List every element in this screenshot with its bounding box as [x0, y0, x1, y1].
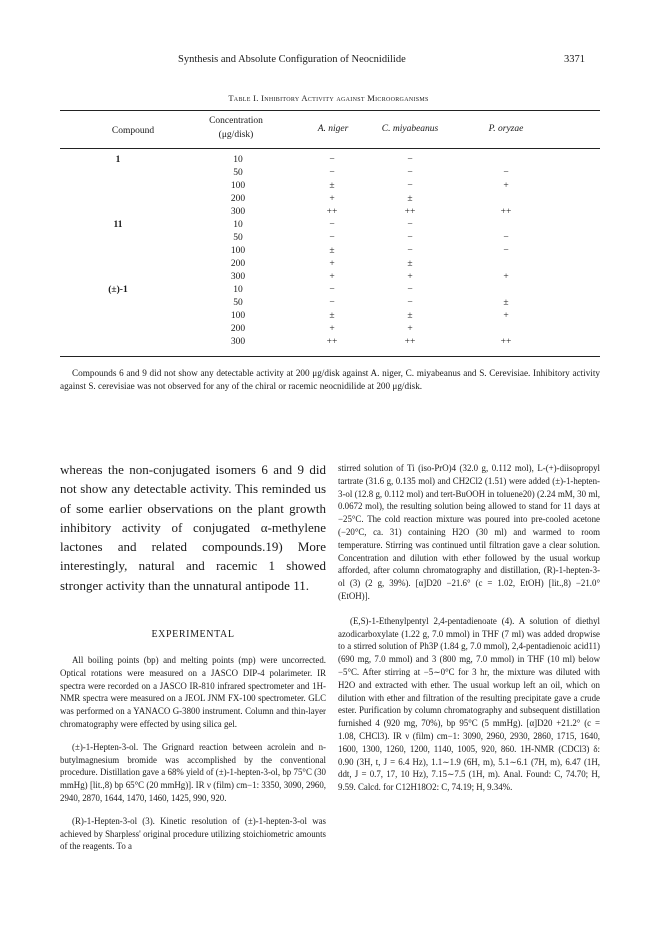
cell-compound: 11 [113, 220, 123, 230]
page-number: 3371 [564, 54, 585, 65]
col-header-p-oryzae: P. oryzae [488, 124, 524, 134]
cell-p-oryzae: + [503, 311, 509, 321]
cell-a-niger: − [329, 298, 335, 308]
cell-c-miyabeanus: − [407, 155, 413, 165]
cell-p-oryzae [486, 284, 526, 297]
cell-c-miyabeanus: ± [407, 259, 413, 269]
section-title-experimental: EXPERIMENTAL [151, 629, 235, 641]
cell-concentration: 100 [230, 311, 246, 321]
cell-a-niger: − [329, 220, 335, 230]
cell-a-niger: + [329, 194, 335, 204]
resolution-paragraph: stirred solution of Ti (iso-PrO)4 (32.0 g, 0.112 mol), L-(+)-diisopropyl tartrate (31.6 g, 0.135 mol) and CH2Cl2 (1.51) were added (±)-1-hepten-3-ol (12.8 g, 0.112 mol) and tert-BuOOH in toluene20) (2.24 mM, 30 ml, 0.0672 mol), the resulting solution being allowed to stand for 11 days at −25°C. The cold reaction mixture was poured into pre-cooled acetone (−20°C, ca. 31) containing H2O (30 ml) and warmed to room temperature. Stirring was continued until filtration gave a clear solution. Concentration and dilution with ether followed by the usual workup afforded, after column chromatography and distillation, (R)-1-hepten-3-ol (3) (2 g, 39%). [α]D20 −21.6° (c = 1.02, EtOH) [lit.,8) −21.0° (EtOH)]. [338, 463, 600, 601]
cell-a-niger: ++ [326, 337, 338, 347]
cell-p-oryzae: ++ [500, 207, 512, 217]
cell-concentration: 200 [230, 259, 246, 269]
cell-p-oryzae [486, 219, 526, 232]
col-header-concentration: Concentration [209, 116, 263, 126]
cell-concentration: 50 [233, 298, 243, 308]
cell-compound [98, 167, 138, 180]
cell-concentration: 200 [230, 194, 246, 204]
cell-p-oryzae: − [503, 168, 509, 178]
cell-compound [98, 297, 138, 310]
cell-compound: (±)-1 [108, 285, 128, 295]
cell-compound [98, 232, 138, 245]
cell-a-niger: + [329, 272, 335, 282]
cell-c-miyabeanus: − [407, 168, 413, 178]
cell-c-miyabeanus: + [407, 272, 413, 282]
cell-concentration: 10 [233, 285, 243, 295]
cell-c-miyabeanus: ++ [404, 337, 416, 347]
cell-a-niger: − [329, 233, 335, 243]
table-header-rule [60, 148, 600, 149]
cell-concentration: 300 [230, 207, 246, 217]
cell-a-niger: ± [329, 181, 335, 191]
cell-compound [98, 206, 138, 219]
intro-paragraph: whereas the non-conjugated isomers 6 and 9 did not show any detectable activity. This reminded us of some earlier observations on the plant growth inhibitory activity of conjugated α-methylene lactones and related compounds.19) More interestingly, natural and racemic 1 showed stronger activity than the unnatural antipode 11. [60, 462, 326, 593]
cell-concentration: 200 [230, 324, 246, 334]
cell-a-niger: + [329, 259, 335, 269]
col-header-concentration-unit: (μg/disk) [218, 130, 254, 140]
cell-a-niger: − [329, 285, 335, 295]
cell-compound [98, 323, 138, 336]
experimental-general-paragraph: All boiling points (bp) and melting points (mp) were uncorrected. Optical rotations were measured on a JASCO DIP-4 polarimeter. IR spectra were recorded on a JASCO IR-810 infrared spectrometer and 1H-NMR spectra were measured on a JEOL JNM FX-100 spectrometer. GLC was performed on a YANACO G-3800 instrument. Column and thin-layer chromatography were effected by using silica gel. [60, 655, 326, 730]
col-header-c-miyabeanus: C. miyabeanus [381, 124, 439, 134]
cell-concentration: 100 [230, 246, 246, 256]
cell-concentration: 100 [230, 181, 246, 191]
cell-concentration: 10 [233, 155, 243, 165]
right-column [338, 462, 600, 794]
table-bottom-rule [60, 356, 600, 357]
cell-a-niger: ± [329, 311, 335, 321]
cell-a-niger: − [329, 155, 335, 165]
r-hepten-ol-paragraph: (R)-1-Hepten-3-ol (3). Kinetic resolution of (±)-1-hepten-3-ol was achieved by Sharpless' original procedure utilizing stoichiometric amounts of the reagents. To a [60, 815, 326, 852]
cell-p-oryzae: + [503, 272, 509, 282]
cell-compound [98, 271, 138, 284]
cell-concentration: 300 [230, 272, 246, 282]
cell-p-oryzae: − [503, 233, 509, 243]
cell-c-miyabeanus: ++ [404, 207, 416, 217]
cell-a-niger: ± [329, 246, 335, 256]
hepten-ol-paragraph: (±)-1-Hepten-3-ol. The Grignard reaction between acrolein and n-butylmagnesium bromide was accomplished by the conventional procedure. Distillation gave a 68% yield of (±)-1-hepten-3-ol, bp 75°C (30 mmHg) [lit.,8) bp 65°C (20 mmHg)]. IR ν (film) cm−1: 3350, 3090, 2960, 2940, 2870, 1644, 1470, 1460, 1425, 990, 920. [60, 741, 326, 804]
cell-concentration: 50 [233, 168, 243, 178]
cell-a-niger: + [329, 324, 335, 334]
cell-compound [98, 245, 138, 258]
table-caption: Table I. Inhibitory Activity against Microorganisms [228, 93, 429, 103]
cell-p-oryzae [486, 258, 526, 271]
cell-concentration: 50 [233, 233, 243, 243]
cell-c-miyabeanus: − [407, 246, 413, 256]
cell-concentration: 10 [233, 220, 243, 230]
cell-c-miyabeanus: − [407, 220, 413, 230]
cell-p-oryzae [486, 154, 526, 167]
cell-a-niger: ++ [326, 207, 338, 217]
ester-4-paragraph: (E,S)-1-Ethenylpentyl 2,4-pentadienoate (4). A solution of diethyl azodicarboxylate (1.22 g, 7.0 mmol) in THF (7 ml) was added dropwise to a stirred solution of Ph3P (1.84 g, 7.0 mmol), 2,4-pentadienoic acid11) (690 mg, 7.0 mmol) and 3 (800 mg, 7.0 mmol) in THF (10 ml) below −5°C. After stirring at −5∼0°C for 3 hr, the mixture was diluted with H2O and extracted with ether. The usual workup left an oil, which on dilution with ether and filtration of the resulting precipitate gave a crude ester. Purification by column chromatography and subsequent distillation furnished 4 (920 mg, 70%), bp 95°C (5 mmHg). [α]D20 +21.2° (c = 1.08, CHCl3). IR ν (film) cm−1: 3090, 2960, 2930, 2860, 1715, 1640, 1600, 1300, 1260, 1200, 1140, 1005, 920, 860. 1H-NMR (CDCl3) δ: 0.90 (3H, t, J = 6.4 Hz), 1.1∼1.9 (6H, m), 5.1∼6.1 (7H, m), 6.47 (1H, ddt, J = 0.7, 17, 10 Hz), 7.15∼7.5 (1H, m). Anal. Found: C, 74.70; H, 9.59. Calcd. for C12H18O2: C, 74.19; H, 9.34%. [338, 615, 600, 793]
cell-p-oryzae: + [503, 181, 509, 191]
cell-p-oryzae: ++ [500, 337, 512, 347]
cell-compound [98, 193, 138, 206]
running-title: Synthesis and Absolute Configuration of Neocnidilide [178, 54, 406, 65]
cell-compound [98, 310, 138, 323]
cell-p-oryzae [486, 193, 526, 206]
cell-c-miyabeanus: ± [407, 194, 413, 204]
col-header-a-niger: A. niger [317, 124, 349, 134]
running-header [0, 54, 657, 68]
cell-c-miyabeanus: + [407, 324, 413, 334]
cell-c-miyabeanus: − [407, 285, 413, 295]
left-column [60, 460, 326, 853]
cell-compound [98, 258, 138, 271]
cell-c-miyabeanus: − [407, 181, 413, 191]
cell-c-miyabeanus: ± [407, 311, 413, 321]
col-header-compound: Compound [111, 126, 155, 136]
cell-c-miyabeanus: − [407, 233, 413, 243]
table-top-rule [60, 110, 600, 111]
cell-compound: 1 [115, 155, 121, 165]
cell-compound [98, 180, 138, 193]
cell-compound [98, 336, 138, 349]
cell-p-oryzae [486, 323, 526, 336]
cell-c-miyabeanus: − [407, 298, 413, 308]
cell-p-oryzae: ± [503, 298, 509, 308]
cell-a-niger: − [329, 168, 335, 178]
cell-concentration: 300 [230, 337, 246, 347]
table-footnote: Compounds 6 and 9 did not show any detectable activity at 200 μg/disk against A. niger, C. miyabeanus and S. Cerevisiae. Inhibitory activity against S. cerevisiae was not observed for any of the chiral or racemic neocnidilide at 200 μg/disk. [60, 368, 600, 392]
cell-p-oryzae: − [503, 246, 509, 256]
